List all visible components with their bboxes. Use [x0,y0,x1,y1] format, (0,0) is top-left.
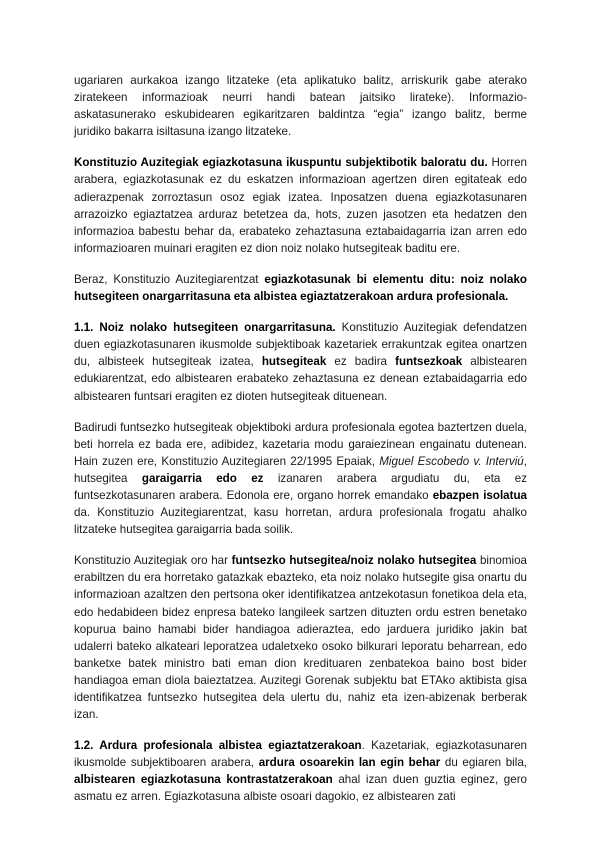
body-text: Konstituzio Auzitegiak oro har [74,554,232,568]
paragraph-p3 [74,271,527,305]
document-body [74,72,527,820]
body-text: Badirudi funtsezko hutsegiteak objektiboki ardura profesionala egotea baztertzen duela, beti horrela ez bada ere, adibidez, kazetaria modu garaiezinean engainatu dutenean. Hain zuzen ere, Konstituzio Auzitegiaren 22/1995 Epaiak, [74,420,527,468]
body-text: izanaren arabera argudiatu du, eta ez funtsezkotasunaren arabera. Edonola ere, organo horrek emandako [74,471,527,502]
italic-text: Miguel Escobedo v. Interviú [379,454,524,468]
body-text: . Kazetariak, egiazkotasunaren ikusmolde subjektiboaren arabera, [74,739,527,770]
body-text: albistearen edukiarentzat, edo albistearen erabateko zehaztasuna ez denean eztabaidagarria edo albistearen funtsari eragiten ez dioten hutsegiteak dituenean. [74,355,527,403]
bold-text: hutsegiteak [261,355,327,369]
body-text: Beraz, Konstituzio Auzitegiarentzat [74,272,265,286]
bold-text: Konstituzio Auzitegiak egiazkotasuna ikuspuntu subjektibotik baloratu du. [74,156,488,170]
paragraph-p5 [74,419,527,539]
bold-text: 1.1. Noiz nolako hutsegiteen onargarritasuna. [74,321,336,335]
bold-text: 1.2. Ardura profesionala albistea egiaztatzerakoan [74,739,362,753]
body-text: Horren arabera, egiazkotasunak ez du eskatzen informazioan agertzen diren egitateak edo adierazpenak zorroztasun osoz egiak izatea. Inposatzen duena egiazkotasunaren arrazoizko egiaztatzea arduraz betetzea da, hots, zuzen jasotzen eta hedatzen den informazioa babestu behar da, erabateko zehaztasuna eztabaidagarria izan arren edo informazioaren muinari eragiten ez dion noiz nolako hutsegiteak baditu ere. [74,156,527,255]
bold-text: funtsezkoak [395,355,463,369]
body-text: , hutsegitea [74,454,527,485]
bold-text: garaigarria edo ez [141,471,264,485]
bold-text: funtsezko hutsegitea/noiz nolako hutsegitea [231,554,477,568]
body-text: ugariaren aurkakoa izango litzateke (eta aplikatuko balitz, arriskurik gabe aterako ziratekeen informazioak neurri handi batean jaitsiko lirateke). Informazio-askatasunerako eskubidearen egikaritzaren baldintza “egia” izango balitz, berme juridiko bakarra isiltasuna izango litzateke. [74,74,527,139]
body-text: da. Konstituzio Auzitegiarentzat, kasu horretan, ardura profesionala frogatu ahalko litzateke hutsegitea garaigarria bada soilik. [74,506,527,537]
body-text: Konstituzio Auzitegiak defendatzen duen egiazkotasunaren ikusmolde subjektiboak kazetariek errakuntzak egitea onartzen du, albisteek hutsegiteak izatea, [74,321,527,369]
body-text: ez badira [326,355,396,369]
bold-text: ebazpen isolatua [432,488,527,502]
bold-text: albistearen egiazkotasuna kontrastatzerakoan [74,773,333,787]
paragraph-p4 [74,319,527,404]
body-text: binomioa erabiltzen du era horretako gatazkak ebazteko, eta noiz nolako hutsegite gisa onartu du informazioan azaltzen den pertsona oker identifikatzea antzekotasun fonetikoa dela eta, edo hedabideen bidez enpresa bateko langileek sartzen dituzten ordu estren benetako kopurua baino hamabi bider handiagoa adieraztea, edo jarduera juridiko jakin bat udalerri bateko alkateari leporatzea udaletxeko osoko bilkurari leporatu beharrean, edo banketxe batek ministro bati eman dion kredituaren zenbatekoa baino bost bider handiagoa eman diola baieztatzea. Auzitegi Gorenak subjektu bat ETAko aktibista gisa identifikatzea funtsezko hutsegitea dela ulertu du, nahiz eta izen-abizenak berberak izan. [74,554,527,722]
paragraph-p2 [74,154,527,257]
paragraph-p6 [74,552,527,723]
bold-text: egiazkotasunak bi elementu ditu: noiz nolako hutsegiteen onargarritasuna eta albistea egiaztatzerakoan ardura profesionala. [74,272,527,304]
paragraph-p1 [74,72,527,140]
paragraph-p7 [74,737,527,805]
bold-text: ardura osoarekin lan egin behar [258,756,441,770]
body-text: du egiaren bila, [440,756,527,770]
body-text: ahal izan duen guztia eginez, gero asmatu ez arren. Egiazkotasuna albiste osoari dagokio, ez albistearen zati [74,773,527,804]
